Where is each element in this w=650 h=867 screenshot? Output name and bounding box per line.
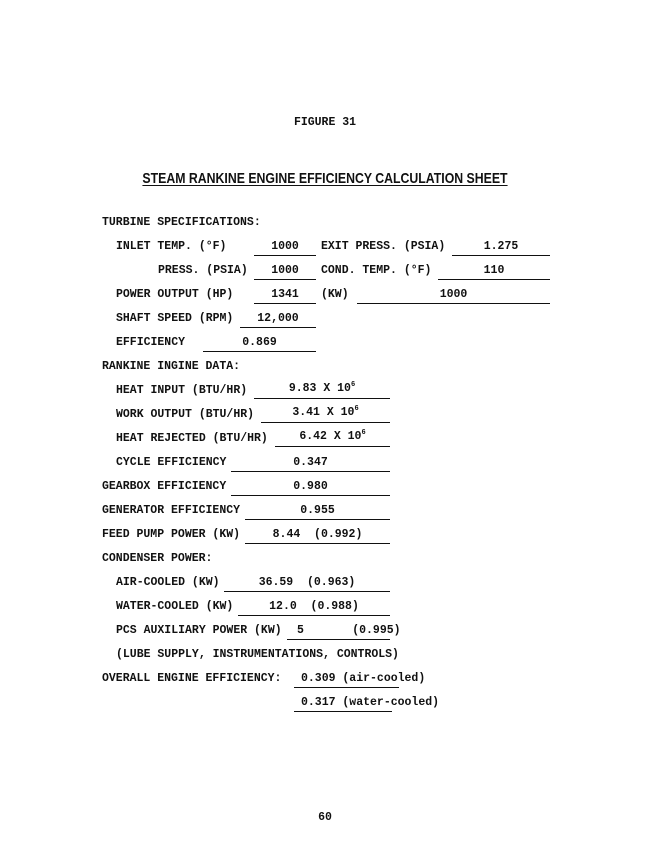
gearbox-eff-value: 0.980 [293, 480, 328, 493]
power-output-hp-value: 1341 [271, 288, 299, 301]
heat-input-underline [254, 398, 390, 399]
heat-input-label: HEAT INPUT (BTU/HR) [116, 384, 248, 397]
pcs-aux-underline [287, 639, 390, 640]
cycle-eff-value: 0.347 [293, 456, 328, 469]
water-cooled-underline [238, 615, 390, 616]
exit-press-label: EXIT PRESS. (PSIA) [321, 240, 446, 253]
figure-label: FIGURE 31 [293, 116, 357, 129]
air-cooled-value: 36.59 (0.963) [258, 576, 356, 589]
shaft-speed-value: 12,000 [257, 312, 299, 325]
overall-eff-label: OVERALL ENGINE EFFICIENCY: [102, 672, 282, 685]
efficiency-label: EFFICIENCY [116, 336, 186, 349]
press-underline [254, 279, 316, 280]
inlet-temp-label: INLET TEMP. (°F) [116, 240, 227, 253]
cond-temp-label: COND. TEMP. (°F) [321, 264, 432, 277]
inlet-temp-value: 1000 [271, 240, 299, 253]
pcs-aux-label: PCS AUXILIARY POWER (KW) [116, 624, 282, 637]
water-cooled-value: 12.0 (0.988) [269, 600, 359, 613]
shaft-speed-underline [240, 327, 316, 328]
overall-water-underline [294, 711, 392, 712]
work-output-label: WORK OUTPUT (BTU/HR) [116, 408, 255, 421]
generator-eff-value: 0.955 [300, 504, 335, 517]
condenser-heading: CONDENSER POWER: [102, 552, 213, 565]
cycle-eff-label: CYCLE EFFICIENCY [116, 456, 227, 469]
inlet-temp-underline [254, 255, 316, 256]
efficiency-value: 0.869 [242, 336, 277, 349]
feed-pump-underline [245, 543, 390, 544]
cond-temp-value: 110 [483, 264, 505, 277]
power-output-hp-underline [254, 303, 316, 304]
gearbox-eff-underline [231, 495, 390, 496]
cycle-eff-underline [231, 471, 390, 472]
power-output-kw-underline [357, 303, 550, 304]
exit-press-underline [452, 255, 550, 256]
feed-pump-value: 8.44 (0.992) [272, 528, 363, 541]
efficiency-underline [203, 351, 316, 352]
turbine-heading: TURBINE SPECIFICATIONS: [102, 216, 261, 229]
overall-air-underline [294, 687, 399, 688]
generator-eff-underline [245, 519, 390, 520]
gearbox-eff-label: GEARBOX EFFICIENCY [102, 480, 227, 493]
pcs-aux-note: (LUBE SUPPLY, INSTRUMENTATIONS, CONTROLS) [116, 648, 399, 661]
heat-rejected-value: 6.42 X $10^6$ [299, 429, 366, 443]
overall-water-value: 0.317 (water-cooled) [301, 696, 440, 709]
heat-input-value: 9.83 X $10^6$ [288, 381, 356, 395]
pcs-aux-value: 5 (0.995) [297, 624, 401, 637]
cond-temp-underline [438, 279, 550, 280]
shaft-speed-label: SHAFT SPEED (RPM) [116, 312, 234, 325]
feed-pump-label: FEED PUMP POWER (KW) [102, 528, 241, 541]
work-output-underline [261, 422, 390, 423]
press-value: 1000 [271, 264, 299, 277]
page-number: 60 [318, 811, 332, 824]
air-cooled-underline [224, 591, 390, 592]
air-cooled-label: AIR-COOLED (KW) [116, 576, 220, 589]
sheet-title: STEAM RANKINE ENGINE EFFICIENCY CALCULATION SHEET [142, 170, 508, 187]
power-output-kw-value: 1000 [439, 288, 468, 301]
heat-rejected-label: HEAT REJECTED (BTU/HR) [116, 432, 268, 445]
work-output-value: 3.41 X $10^6$ [292, 405, 359, 419]
press-label: PRESS. (PSIA) [158, 264, 248, 277]
kw-label: (KW) [321, 288, 349, 301]
overall-air-value: 0.309 (air-cooled) [301, 672, 426, 685]
generator-eff-label: GENERATOR EFFICIENCY [102, 504, 241, 517]
water-cooled-label: WATER-COOLED (KW) [116, 600, 234, 613]
heat-rejected-underline [275, 446, 390, 447]
exit-press-value: 1.275 [483, 240, 519, 253]
rankine-heading: RANKINE INGINE DATA: [102, 360, 241, 373]
power-output-label: POWER OUTPUT (HP) [116, 288, 234, 301]
